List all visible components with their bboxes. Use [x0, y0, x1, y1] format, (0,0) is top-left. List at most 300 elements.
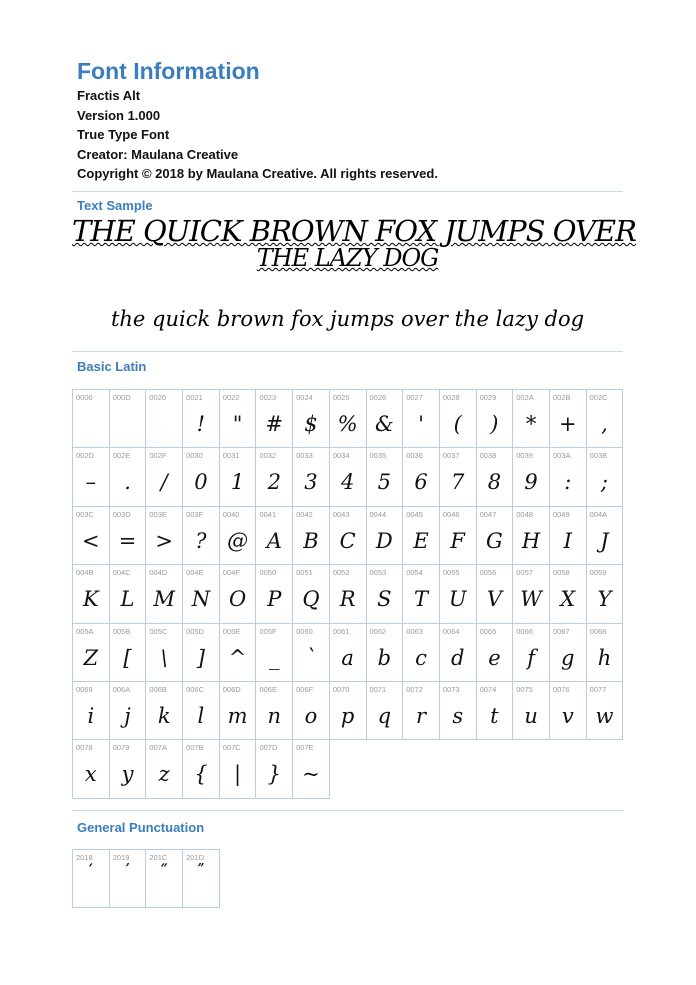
- glyph: .: [124, 470, 131, 495]
- glyph-cell: [440, 390, 477, 448]
- glyph-cell: [146, 390, 183, 448]
- sample-uppercase-line-2: THE LAZY DOG: [256, 244, 439, 272]
- glyph-cell: [73, 390, 110, 448]
- general-punctuation-heading: General Punctuation: [77, 820, 205, 835]
- glyph: w: [595, 703, 614, 728]
- divider: [72, 810, 623, 811]
- glyph: f: [527, 645, 535, 670]
- glyph-cell: [183, 624, 220, 682]
- glyph-cell: [293, 624, 330, 682]
- glyph-code: 0040: [222, 509, 240, 519]
- glyph-cell: [220, 624, 257, 682]
- glyph-cell: [403, 507, 440, 565]
- glyph: ‘: [88, 861, 93, 875]
- glyph-code: 0022: [222, 393, 240, 402]
- glyph: 7: [451, 470, 465, 495]
- divider: [72, 191, 623, 192]
- glyph-cell: [256, 682, 293, 740]
- glyph: T: [414, 587, 429, 612]
- glyph-code: 007A: [149, 743, 167, 753]
- glyph-code: 003A: [552, 451, 571, 461]
- glyph-cell: [256, 740, 293, 798]
- glyph-code: 002B: [552, 393, 571, 402]
- glyph: ,: [601, 412, 608, 436]
- glyph-cell: [293, 682, 330, 740]
- glyph-cell: [220, 507, 257, 565]
- glyph-code: 003F: [186, 509, 204, 519]
- glyph-code: 0000: [76, 393, 93, 402]
- glyph-code: 0055: [442, 568, 460, 578]
- glyph-cell: [183, 682, 220, 740]
- glyph-cell: [110, 507, 147, 565]
- glyph: W: [520, 587, 542, 612]
- glyph-cell: [146, 850, 183, 908]
- glyph-code: 006F: [296, 684, 314, 694]
- glyph-code: 004D: [149, 568, 168, 578]
- glyph-code: 0038: [479, 451, 497, 461]
- glyph: E: [413, 528, 429, 553]
- glyph-cell: [73, 507, 110, 565]
- glyph: 2: [267, 470, 281, 495]
- glyph: I: [563, 528, 572, 553]
- glyph-cell: [73, 740, 110, 798]
- glyph-cell: [110, 740, 147, 798]
- glyph-code: 007B: [186, 743, 204, 753]
- glyph-cell: [220, 740, 257, 798]
- glyph: S: [377, 587, 392, 612]
- text-sample-heading: Text Sample: [77, 198, 153, 213]
- glyph-cell: [110, 682, 147, 740]
- glyph: ": [232, 412, 243, 436]
- glyph: \: [160, 645, 168, 670]
- glyph: N: [191, 587, 211, 612]
- glyph: M: [153, 587, 175, 612]
- glyph: z: [158, 762, 170, 787]
- glyph-code: 0045: [406, 509, 423, 519]
- glyph-code: 0050: [259, 568, 277, 578]
- glyph: l: [197, 703, 205, 728]
- glyph-code: 0024: [296, 393, 313, 402]
- glyph-cell: [367, 682, 404, 740]
- glyph-cell: [550, 507, 587, 565]
- glyph: ”: [197, 861, 205, 875]
- glyph: o: [304, 703, 318, 728]
- glyph-cell: [403, 390, 440, 448]
- glyph: !: [196, 412, 206, 436]
- glyph: 8: [487, 470, 502, 495]
- glyph-cell: [587, 682, 624, 740]
- glyph: ’: [125, 861, 130, 875]
- glyph-cell: [587, 448, 624, 506]
- sample-lowercase: the quick brown fox jumps over the lazy dog: [110, 307, 585, 331]
- glyph-code: 0023: [259, 393, 277, 402]
- glyph-cell: [256, 448, 293, 506]
- glyph: {: [194, 762, 208, 787]
- glyph-cell: [110, 390, 147, 448]
- glyph-cell: [330, 565, 367, 623]
- glyph-cell: [477, 682, 514, 740]
- glyph: :: [564, 470, 572, 495]
- glyph-code: 0067: [552, 626, 570, 636]
- glyph-cell: [550, 448, 587, 506]
- glyph-code: 005E: [222, 626, 241, 636]
- glyph: Q: [302, 587, 320, 612]
- glyph-cell: [73, 850, 110, 908]
- glyph-code: 004A: [589, 509, 608, 519]
- glyph: B: [303, 528, 319, 553]
- glyph-code: 006D: [222, 684, 241, 694]
- glyph-code: 0053: [369, 568, 387, 578]
- glyph-code: 0044: [369, 509, 387, 519]
- font-type: True Type Font: [77, 127, 170, 142]
- glyph-cell: [477, 565, 514, 623]
- glyph-cell: [477, 448, 514, 506]
- glyph: |: [234, 762, 242, 787]
- glyph: 5: [377, 470, 392, 495]
- glyph-cell: [477, 507, 514, 565]
- sample-uppercase-line-1: THE QUICK BROWN FOX JUMPS OVER: [72, 214, 636, 248]
- glyph-cell: [220, 565, 257, 623]
- glyph-cell: [587, 390, 624, 448]
- glyph-cell: [403, 682, 440, 740]
- glyph: V: [486, 587, 502, 612]
- glyph-cell: [440, 507, 477, 565]
- glyph-code: 0029: [479, 393, 497, 402]
- glyph: J: [600, 528, 609, 553]
- glyph-code: 005F: [259, 626, 277, 636]
- glyph: Y: [597, 587, 612, 612]
- glyph: h: [597, 645, 612, 670]
- glyph-cell: [587, 624, 624, 682]
- glyph-code: 0068: [589, 626, 607, 636]
- glyph: 0: [194, 470, 208, 495]
- glyph: ^: [228, 645, 247, 670]
- glyph: >: [155, 528, 174, 553]
- glyph-cell: [513, 507, 550, 565]
- glyph-cell: [477, 624, 514, 682]
- glyph-code: 004E: [186, 568, 204, 578]
- glyph: F: [450, 528, 465, 553]
- glyph-code: 005D: [186, 626, 204, 636]
- glyph-code: 0030: [186, 451, 203, 461]
- glyph: 9: [524, 470, 538, 495]
- glyph: n: [267, 703, 282, 728]
- glyph-cell: [110, 850, 147, 908]
- glyph-code: 0056: [479, 568, 497, 578]
- glyph-code: 003B: [589, 451, 608, 461]
- glyph: y: [121, 762, 134, 787]
- glyph-code: 0071: [369, 684, 387, 694]
- glyph-cell: [440, 682, 477, 740]
- glyph-code: 0026: [369, 393, 387, 402]
- glyph-cell: [367, 624, 404, 682]
- glyph-code: 0079: [112, 743, 130, 753]
- glyph-code: 2018: [76, 853, 93, 862]
- glyph-cell: [146, 682, 183, 740]
- glyph-code: 0043: [332, 509, 350, 519]
- glyph-cell: [183, 390, 220, 448]
- glyph: P: [267, 587, 282, 612]
- glyph: A: [266, 528, 282, 553]
- glyph: j: [124, 703, 131, 728]
- glyph-code: 0046: [442, 509, 460, 519]
- glyph: H: [521, 528, 541, 553]
- glyph: s: [452, 703, 464, 728]
- glyph-code: 0059: [589, 568, 607, 578]
- glyph-code: 004B: [76, 568, 94, 578]
- glyph-cell: [256, 390, 293, 448]
- glyph-code: 0049: [552, 509, 570, 519]
- glyph-cell: [146, 448, 183, 506]
- glyph-code: 002D: [76, 451, 94, 461]
- glyph: d: [450, 645, 465, 670]
- glyph-cell: [440, 448, 477, 506]
- glyph: m: [227, 703, 248, 728]
- general-punctuation-glyph-grid: [72, 849, 220, 908]
- glyph: r: [416, 703, 427, 728]
- glyph-cell: [513, 390, 550, 448]
- glyph: c: [415, 645, 427, 670]
- glyph: L: [120, 587, 135, 612]
- glyph: Z: [83, 645, 99, 670]
- glyph: k: [157, 703, 171, 728]
- glyph-code: 0027: [406, 393, 423, 402]
- page-title: Font Information: [77, 58, 260, 84]
- glyph: ): [490, 412, 499, 436]
- glyph: _: [269, 645, 280, 670]
- glyph-code: 002E: [112, 451, 131, 461]
- glyph-code: 002C: [589, 393, 608, 402]
- glyph-cell: [587, 565, 624, 623]
- glyph: +: [558, 412, 577, 436]
- glyph-code: 0070: [332, 684, 350, 694]
- glyph: C: [339, 528, 356, 553]
- glyph-cell: [146, 565, 183, 623]
- glyph-cell: [513, 448, 550, 506]
- glyph-cell: [110, 565, 147, 623]
- glyph: K: [82, 587, 99, 612]
- glyph-code: 0031: [222, 451, 240, 461]
- glyph: ;: [600, 470, 608, 495]
- glyph-code: 006A: [112, 684, 131, 694]
- glyph-cell: [293, 507, 330, 565]
- glyph-cell: [146, 740, 183, 798]
- glyph-cell: [550, 682, 587, 740]
- glyph-code: 005C: [149, 626, 168, 636]
- glyph: #: [265, 412, 284, 436]
- glyph: O: [228, 587, 247, 612]
- glyph-cell: [367, 507, 404, 565]
- glyph-code: 005A: [76, 626, 94, 636]
- glyph-code: 0058: [552, 568, 570, 578]
- glyph: U: [448, 587, 467, 612]
- glyph-code: 004F: [222, 568, 240, 578]
- glyph: R: [339, 587, 356, 612]
- glyph: ]: [196, 645, 205, 670]
- glyph: (: [453, 412, 462, 436]
- glyph-code: 0066: [516, 626, 533, 636]
- glyph-cell: [73, 448, 110, 506]
- glyph-code: 0077: [589, 684, 607, 694]
- glyph: /: [160, 470, 168, 495]
- glyph: v: [561, 703, 574, 728]
- glyph: <: [82, 528, 100, 553]
- glyph-code: 0036: [406, 451, 423, 461]
- glyph-code: 007E: [296, 743, 314, 753]
- glyph-code: 0064: [442, 626, 460, 636]
- glyph-cell: [513, 565, 550, 623]
- glyph-cell: [367, 390, 404, 448]
- glyph-code: 0021: [186, 393, 203, 402]
- glyph-code: 006C: [186, 684, 204, 694]
- glyph-code: 0062: [369, 626, 387, 636]
- font-name: Fractis Alt: [77, 88, 141, 103]
- glyph-code: 0078: [76, 743, 93, 753]
- glyph: “: [160, 861, 168, 875]
- glyph: 1: [230, 470, 245, 495]
- glyph-code: 0061: [332, 626, 350, 636]
- glyph-cell: [367, 448, 404, 506]
- glyph-cell: [73, 565, 110, 623]
- glyph-code: 0072: [406, 684, 423, 694]
- glyph-code: 0063: [406, 626, 423, 636]
- glyph-cell: [330, 682, 367, 740]
- glyph: 4: [340, 470, 355, 495]
- glyph-code: 0073: [442, 684, 460, 694]
- glyph-cell: [477, 390, 514, 448]
- glyph: }: [267, 762, 281, 787]
- glyph: –: [85, 470, 97, 495]
- glyph-cell: [550, 624, 587, 682]
- glyph-cell: [73, 682, 110, 740]
- glyph-code: 000D: [112, 393, 131, 402]
- glyph-cell: [146, 624, 183, 682]
- glyph-cell: [403, 448, 440, 506]
- glyph-cell: [403, 565, 440, 623]
- glyph-cell: [183, 448, 220, 506]
- divider: [72, 351, 623, 352]
- glyph: t: [490, 703, 499, 728]
- glyph-code: 004C: [112, 568, 131, 578]
- glyph: [: [123, 645, 132, 670]
- glyph: *: [525, 412, 537, 436]
- glyph-cell: [293, 448, 330, 506]
- glyph-cell: [110, 448, 147, 506]
- glyph-code: 002A: [516, 393, 534, 402]
- glyph-cell: [220, 448, 257, 506]
- glyph-cell: [440, 624, 477, 682]
- font-copyright: Copyright © 2018 by Maulana Creative. All rights reserved.: [77, 166, 438, 181]
- glyph-cell: [183, 507, 220, 565]
- glyph: 3: [304, 470, 318, 495]
- glyph-code: 0069: [76, 684, 93, 694]
- glyph-cell: [73, 624, 110, 682]
- glyph-code: 006B: [149, 684, 167, 694]
- glyph-cell: [256, 507, 293, 565]
- glyph-cell: [110, 624, 147, 682]
- glyph-code: 0057: [516, 568, 533, 578]
- glyph-cell: [220, 682, 257, 740]
- glyph-cell: [550, 565, 587, 623]
- glyph: p: [340, 703, 355, 728]
- glyph-code: 002F: [149, 451, 167, 461]
- glyph: a: [341, 645, 354, 670]
- glyph-cell: [293, 740, 330, 798]
- glyph-code: 003E: [149, 509, 167, 519]
- font-creator: Creator: Maulana Creative: [77, 146, 239, 162]
- basic-latin-heading: Basic Latin: [77, 359, 147, 374]
- glyph: g: [561, 645, 575, 670]
- glyph-cell: [330, 390, 367, 448]
- glyph-code: 0048: [516, 509, 533, 519]
- glyph-code: 0037: [442, 451, 460, 461]
- glyph-code: 006E: [259, 684, 277, 694]
- glyph: %: [337, 412, 358, 436]
- glyph: 6: [414, 470, 428, 495]
- glyph-cell: [256, 624, 293, 682]
- glyph-cell: [183, 850, 220, 908]
- glyph-cell: [367, 565, 404, 623]
- glyph-cell: [550, 390, 587, 448]
- glyph: x: [84, 762, 97, 787]
- glyph-code: 005B: [112, 626, 131, 636]
- glyph-cell: [513, 624, 550, 682]
- glyph-code: 0020: [149, 393, 167, 402]
- glyph: u: [524, 703, 538, 728]
- glyph-code: 0065: [479, 626, 497, 636]
- glyph: `: [305, 645, 317, 670]
- glyph-code: 0033: [296, 451, 313, 461]
- glyph: $: [304, 412, 318, 436]
- glyph-code: 0052: [332, 568, 350, 578]
- glyph-code: 0032: [259, 451, 277, 461]
- glyph-cell: [293, 390, 330, 448]
- glyph: &: [374, 412, 394, 436]
- glyph-cell: [330, 624, 367, 682]
- glyph-code: 0034: [332, 451, 350, 461]
- glyph-cell: [330, 448, 367, 506]
- glyph-cell: [146, 507, 183, 565]
- glyph-code: 0028: [442, 393, 460, 402]
- glyph-cell: [293, 565, 330, 623]
- glyph-cell: [220, 390, 257, 448]
- glyph: ': [418, 412, 424, 436]
- glyph-code: 0060: [296, 626, 313, 636]
- glyph-code: 007D: [259, 743, 278, 753]
- glyph-code: 2019: [112, 853, 130, 862]
- basic-latin-glyph-grid: [72, 389, 623, 799]
- glyph: e: [488, 645, 501, 670]
- glyph-cell: [440, 565, 477, 623]
- glyph-cell: [256, 565, 293, 623]
- glyph-code: 201C: [149, 853, 168, 862]
- glyph-code: 0074: [479, 684, 497, 694]
- font-info-block: [77, 86, 438, 184]
- glyph: =: [118, 528, 137, 553]
- glyph-code: 201D: [186, 853, 204, 862]
- glyph-code: 0025: [332, 393, 350, 402]
- glyph-code: 0076: [552, 684, 570, 694]
- glyph: i: [87, 703, 95, 728]
- glyph-cell: [330, 507, 367, 565]
- glyph: D: [375, 528, 393, 553]
- glyph-cell: [183, 565, 220, 623]
- glyph-code: 0047: [479, 509, 497, 519]
- glyph: G: [486, 528, 503, 553]
- glyph-code: 0075: [516, 684, 533, 694]
- glyph-code: 0042: [296, 509, 313, 519]
- glyph-cell: [513, 682, 550, 740]
